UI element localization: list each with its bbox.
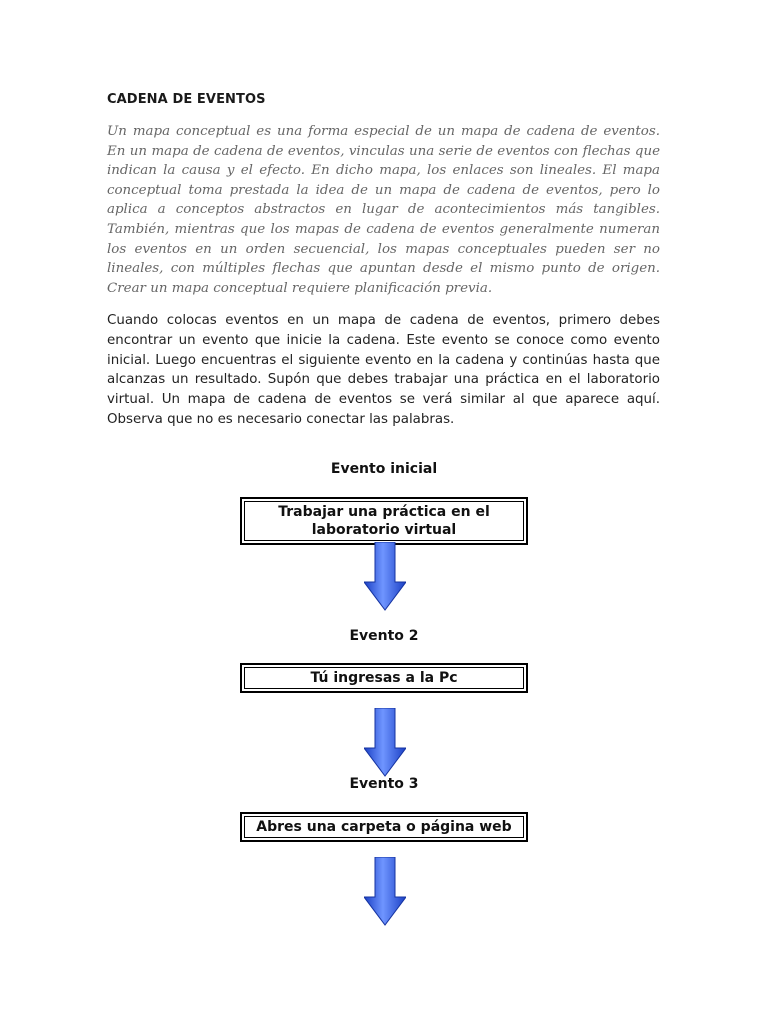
down-arrow-icon bbox=[364, 857, 406, 927]
event-box-initial bbox=[240, 497, 528, 545]
event-text-2: Tú ingresas a la Pc bbox=[244, 667, 524, 689]
page-title: CADENA DE EVENTOS bbox=[107, 92, 266, 107]
event-box-2 bbox=[240, 663, 528, 693]
event-label-initial: Evento inicial bbox=[330, 461, 438, 477]
event-text-initial-line2: laboratorio virtual bbox=[311, 522, 457, 538]
body-paragraph: Cuando colocas eventos en un mapa de cadena de eventos, primero debes encontrar un evento que inicie la cadena. Este evento se conoce como evento inicial. Luego encuentras el siguiente evento en la cadena y continúas hasta que alcanzas un resultado. Supón que debes trabajar una práctica en el laboratorio virtual. Un mapa de cadena de eventos se verá similar al que aparece aquí. Observa que no es necesario conectar las palabras. bbox=[107, 313, 660, 427]
event-text-initial bbox=[244, 501, 524, 541]
event-label-3: Evento 3 bbox=[349, 776, 419, 792]
down-arrow-icon bbox=[364, 542, 406, 612]
event-box-3 bbox=[240, 812, 528, 842]
event-text-initial-line1: Trabajar una práctica en el bbox=[278, 504, 490, 520]
down-arrow-icon bbox=[364, 708, 406, 778]
intro-paragraph: Un mapa conceptual es una forma especial de un mapa de cadena de eventos. En un mapa de cadena de eventos, vinculas una serie de eventos con flechas que indican la causa y el efecto. En dicho mapa, los enlaces son lineales. El mapa conceptual toma prestada la idea de un mapa de cadena de eventos, pero lo aplica a conceptos abstractos en lugar de acontecimientos más tangibles. También, mientras que los mapas de cadena de eventos generalmente numeran los eventos en un orden secuencial, los mapas conceptuales pueden ser no lineales, con múltiples flechas que apuntan desde el mismo punto de origen. Crear un mapa conceptual requiere planificación previa. bbox=[107, 124, 660, 296]
event-label-2: Evento 2 bbox=[349, 628, 419, 644]
event-text-3: Abres una carpeta o página web bbox=[244, 816, 524, 838]
